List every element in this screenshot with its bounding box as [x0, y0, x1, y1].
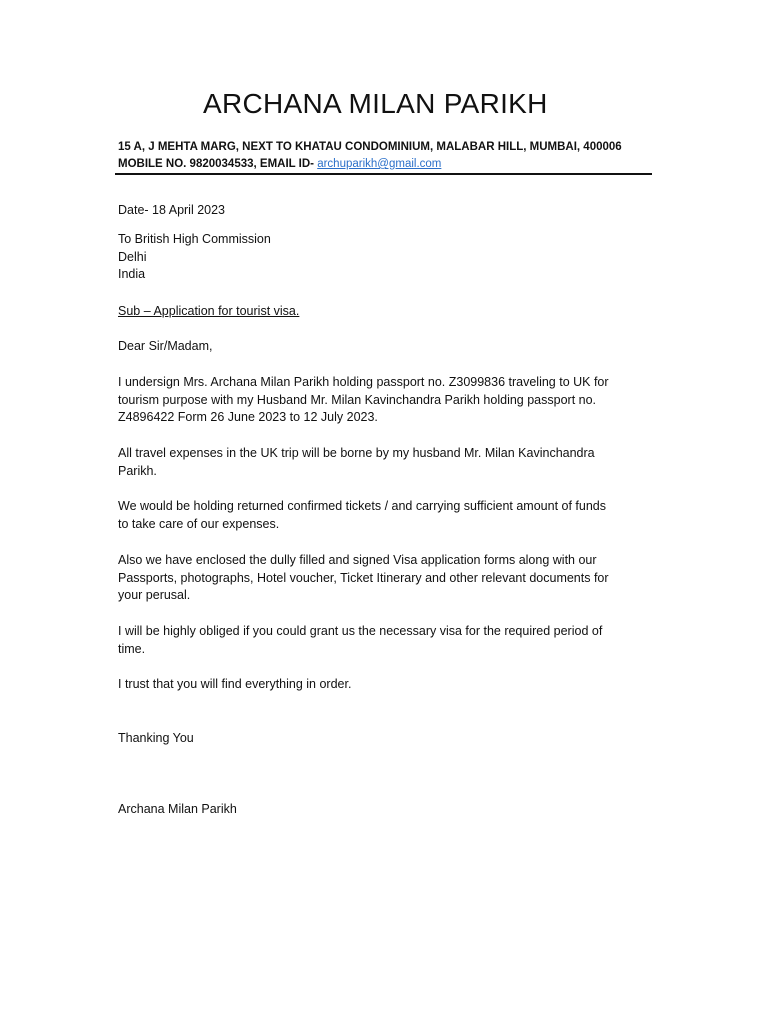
salutation: Dear Sir/Madam, — [118, 339, 213, 353]
signature-name: Archana Milan Parikh — [118, 802, 237, 816]
paragraph-line: I will be highly obliged if you could grant us the necessary visa for the required period of — [118, 624, 603, 638]
header-divider — [115, 173, 652, 175]
address-line: 15 A, J MEHTA MARG, NEXT TO KHATAU CONDOMINIUM, MALABAR HILL, MUMBAI, 400006 — [118, 141, 622, 153]
subject-line — [118, 303, 643, 321]
email-link[interactable]: archuparikh@gmail.com — [317, 158, 442, 170]
paragraph-tickets-funds — [118, 498, 643, 533]
recipient-line: India — [118, 267, 146, 281]
contact-prefix: MOBILE NO. 9820034533, EMAIL ID- — [118, 158, 318, 170]
paragraph-line: We would be holding returned confirmed tickets / and carrying sufficient amount of funds — [118, 499, 607, 513]
paragraph-line: your perusal. — [118, 588, 191, 602]
paragraph-line: I undersign Mrs. Archana Milan Parikh holding passport no. Z3099836 traveling to UK for — [118, 375, 609, 389]
paragraph-enclosures — [118, 552, 643, 605]
sender-address-block — [118, 139, 622, 173]
paragraph-request — [118, 623, 643, 658]
paragraph-line: All travel expenses in the UK trip will be borne by my husband Mr. Milan Kavinchandra — [118, 446, 595, 460]
paragraph-line: Passports, photographs, Hotel voucher, Ticket Itinerary and other relevant documents for — [118, 570, 609, 585]
recipient-line: To British High Commission — [118, 232, 271, 246]
recipient-address — [118, 231, 643, 284]
paragraph-line: to take care of our expenses. — [118, 516, 280, 531]
paragraph-trust: I trust that you will find everything in order. — [118, 677, 352, 691]
subject-text: Sub – Application for tourist visa. — [118, 304, 300, 318]
paragraph-line: time. — [118, 641, 146, 656]
paragraph-travel-details — [118, 374, 643, 427]
paragraph-line: Parikh. — [118, 463, 157, 478]
paragraph-line: Also we have enclosed the dully filled and signed Visa application forms along with our — [118, 553, 597, 567]
closing-line: Thanking You — [118, 731, 194, 745]
sender-name-heading: ARCHANA MILAN PARIKH — [203, 88, 548, 119]
letter-date: Date- 18 April 2023 — [118, 203, 226, 217]
recipient-line: Delhi — [118, 249, 147, 264]
paragraph-line: Z4896422 Form 26 June 2023 to 12 July 2023. — [118, 410, 378, 424]
paragraph-line: tourism purpose with my Husband Mr. Milan Kavinchandra Parikh holding passport no. — [118, 392, 597, 407]
contact-line — [118, 156, 622, 173]
paragraph-expenses — [118, 445, 643, 480]
